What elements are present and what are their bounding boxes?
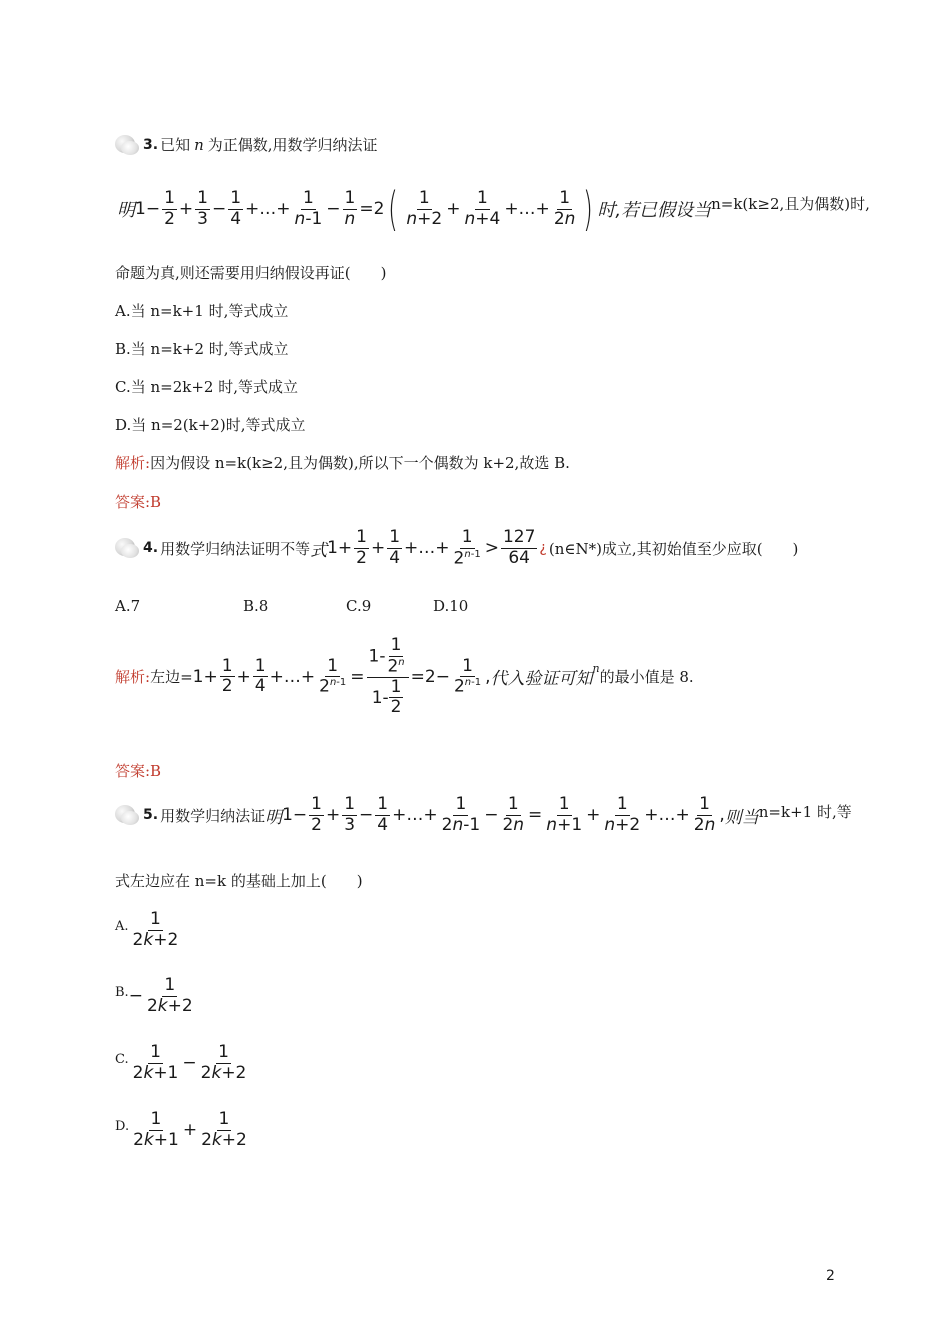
q3-analysis-text: 因为假设 n=k(k≥2,且为偶数),所以下一个偶数为 k+2,故选 B. [150, 454, 570, 472]
question-bullet-icon [115, 135, 139, 155]
page-number: 2 [826, 1268, 835, 1284]
q4-stem-2: (n∈N*)成立,其初始值至少应取( ) [548, 539, 799, 558]
analysis-label: 解析: [115, 454, 151, 472]
q4-analysis-1: 左边= [150, 668, 193, 687]
q3-option-d: D.当 n=2(k+2)时,等式成立 [115, 416, 306, 434]
q3-number: 3. [143, 136, 159, 153]
q4-analysis: 解析: 左边= 1+ $\frac{1}{2}$ + $\frac{1}{4}$ +…+ $\frac{1}{2^{n-1}}$ = 1- $\frac{1}{2^n}$ 1- $\frac{1}{2}$ =2− $\frac{1}{2^{n-1}}$ , 代入验证可知 n 的最小值是 8. [115, 635, 694, 718]
q3-formula-tail: 时,若已假设当 [597, 200, 712, 221]
q5-option-b: B. − $\frac{1}{2k+2}$ [115, 975, 193, 1016]
question-bullet-icon [115, 538, 139, 558]
q4-analysis-2: 代入验证可知 [490, 669, 593, 690]
q5-option-a: A. $\frac{1}{2k+2}$ [115, 909, 179, 950]
q4-analysis-3: 的最小值是 8. [599, 668, 694, 687]
q3-option-b: B.当 n=k+2 时,等式成立 [115, 340, 289, 358]
q4-option-d: D.10 [433, 597, 469, 615]
q5-number: 5. [143, 807, 159, 824]
q5-cond: n=k+1 时,等 [758, 802, 852, 821]
q3-stem-2: 为正偶数,用数学归纳法证 [207, 136, 378, 154]
q4-option-a: A.7 [115, 597, 141, 615]
q4-stem-1: 用数学归纳法证明不等 [160, 539, 311, 558]
q3-option-a: A.当 n=k+1 时,等式成立 [115, 302, 289, 320]
q5-formula: 明 1− $\frac{1}{2}$ + $\frac{1}{3}$ − $\frac{1}{4}$ +…+ $\frac{1}{2n-1}$ − $\frac{1}{2n}$ = $\frac{1}{n+1}$ + $\frac{1}{n+2}$ +…+ $\frac{1}{2n}$ , 则当 [265, 794, 759, 835]
q3-stem-1: 已知 [160, 136, 191, 154]
q4-option-c: C.9 [346, 597, 372, 615]
question-bullet-icon [115, 805, 139, 825]
q4-option-b: B.8 [243, 597, 269, 615]
q3-formula-lead: 明 [117, 200, 135, 221]
q5-stem [115, 795, 852, 835]
q3-stem-3: 命题为真,则还需要用归纳假设再证( ) [115, 264, 387, 282]
q4-analysis-formula: 1+ $\frac{1}{2}$ + $\frac{1}{4}$ +…+ $\frac{1}{2^{n-1}}$ = 1- $\frac{1}{2^n}$ 1- $\frac{1}{2}$ =2− $\frac{1}{2^{n-1}}$ , [192, 635, 491, 718]
q5-option-d: D. $\frac{1}{2k+1}$ + $\frac{1}{2k+2}$ [115, 1109, 247, 1150]
q5-stem-2: 式左边应在 n=k 的基础上加上( ) [115, 872, 363, 890]
q3-formula: 明 1− $\frac{1}{2}$ + $\frac{1}{3}$ − $\frac{1}{4}$ +…+ $\frac{1}{n-1}$ − $\frac{1}{n}$ =2 ( $\frac{1}{n+2}$ + $\frac{1}{n+4}$ +…+ $\frac{1}{2n}$ ) 时,若已假设当 n=k(k≥2,且为偶数)时, [117, 182, 870, 236]
q3-stem [115, 134, 378, 155]
q3-analysis [115, 452, 570, 473]
q3-option-c: C.当 n=2k+2 时,等式成立 [115, 378, 298, 396]
q3-answer: 答案:B [115, 493, 162, 511]
q3-n: n [194, 135, 204, 154]
q4-formula: 式 1+ $\frac{1}{2}$ + $\frac{1}{4}$ +…+ $\frac{1}{2^{n-1}}$ > $\frac{127}{64}$ ¿ [310, 527, 547, 569]
q4-number: 4. [143, 540, 159, 557]
q5-option-c: C. $\frac{1}{2k+1}$ − $\frac{1}{2k+2}$ [115, 1042, 247, 1083]
q3-cond: n=k(k≥2,且为偶数)时, [711, 194, 870, 213]
q4-stem [115, 528, 798, 569]
q4-answer: 答案:B [115, 762, 162, 780]
q5-stem-1: 用数学归纳法证 [160, 806, 266, 825]
